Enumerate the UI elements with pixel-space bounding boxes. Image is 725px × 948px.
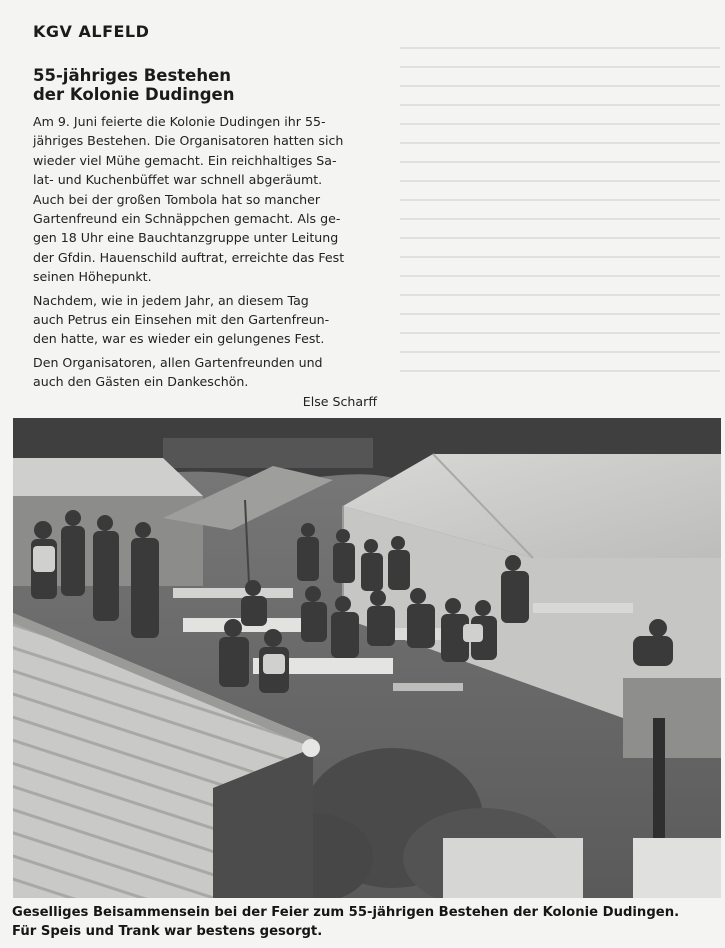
body-line: Den Organisatoren, allen Gartenfreunden und — [33, 354, 323, 370]
headline-line-2: der Kolonie Dudingen — [33, 85, 235, 104]
caption-line-2: Für Speis und Trank war bestens gesorgt. — [12, 924, 323, 939]
body-line: lat- und Kuchenbüffet war schnell abgeräumt. — [33, 172, 323, 188]
body-line: der Gfdin. Hauenschild auftrat, erreichte das Fest — [33, 249, 345, 265]
body-line: Am 9. Juni feierte die Kolonie Dudingen ihr 55- — [33, 114, 326, 129]
body-line: auch den Gästen ein Dankeschön. — [33, 374, 249, 390]
author-name: Else Scharff — [302, 393, 377, 409]
article-headline — [33, 66, 393, 104]
section-label: KGV ALFELD — [33, 22, 150, 41]
body-line: seinen Höhepunkt. — [33, 269, 152, 285]
body-line: wieder viel Mühe gemacht. Ein reichhaltiges Sa- — [33, 152, 337, 168]
body-line: Nachdem, wie in jedem Jahr, an diesem Tag — [33, 292, 309, 308]
body-line: auch Petrus ein Einsehen mit den Gartenfreun- — [33, 312, 330, 328]
body-line: den hatte, war es wieder ein gelungenes Fest. — [33, 331, 325, 347]
body-line: Auch bei der großen Tombola hat so mancher — [33, 191, 321, 207]
body-line: jähriges Bestehen. Die Organisatoren hatten sich — [33, 133, 344, 149]
event-photo — [13, 418, 721, 898]
body-line: Gartenfreund ein Schnäppchen gemacht. Als ge- — [33, 211, 341, 227]
headline-line-1: 55-jähriges Bestehen — [33, 66, 232, 85]
body-line: gen 18 Uhr eine Bauchtanzgruppe unter Leitung — [33, 230, 339, 246]
article-body — [33, 112, 381, 411]
caption-line-1: Geselliges Beisammensein bei der Feier zum 55-jährigen Bestehen der Kolonie Dudingen. — [12, 905, 680, 920]
photo-caption — [12, 903, 724, 941]
print-through-texture — [400, 30, 720, 410]
